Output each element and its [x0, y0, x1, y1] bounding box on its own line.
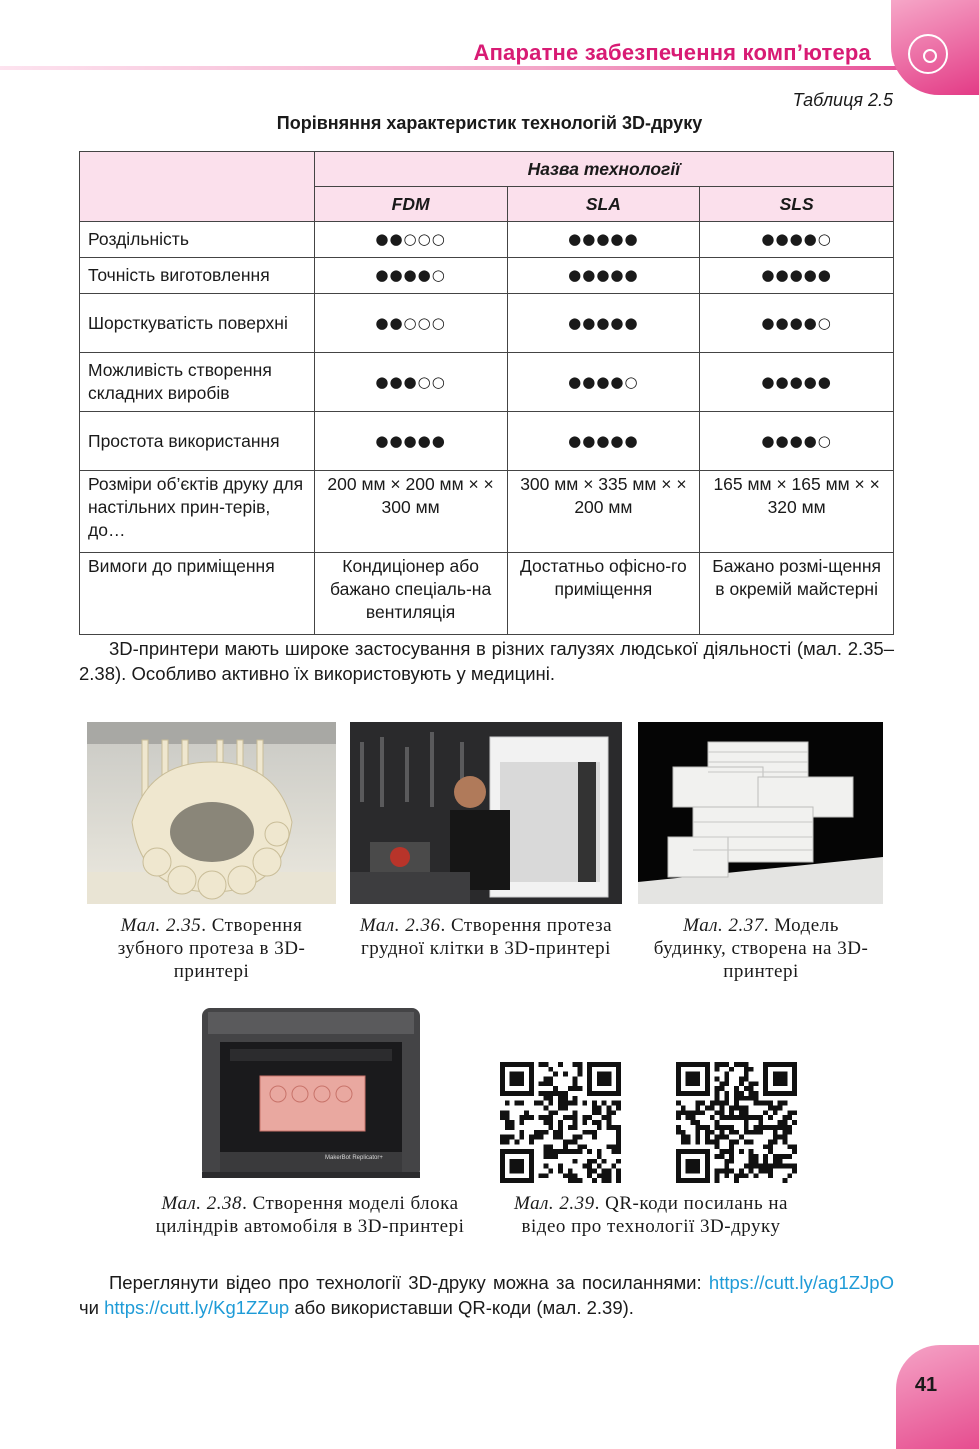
size-cell: 165 мм × 165 мм × × 320 мм: [700, 471, 894, 553]
figure-label: Мал. 2.35: [120, 915, 202, 936]
figure-label: Мал. 2.36: [359, 915, 441, 936]
table-corner-cell: [80, 152, 315, 222]
table-row: [80, 471, 894, 553]
video-links-paragraph: [79, 1270, 894, 1320]
table-title: Порівняння характеристик технологій 3D-друку: [276, 113, 703, 133]
rating-cell: ●●●●●: [507, 222, 700, 258]
rating-cell: ●●●●○: [700, 294, 894, 353]
row-label: Точність виготовлення: [80, 258, 315, 294]
column-header-fdm: FDM: [314, 187, 507, 222]
printer-brand-label: MakerBot Replicator+: [325, 1155, 383, 1161]
requirement-cell: Достатньо офісно-го приміщення: [507, 553, 700, 635]
rating-cell: ●●●●○: [507, 353, 700, 412]
rating-cell: ●●●●●: [314, 412, 507, 471]
video-link-1[interactable]: https://cutt.ly/ag1ZJpO: [708, 1272, 894, 1293]
table-row: [80, 353, 894, 412]
rating-cell: ●●●●●: [507, 258, 700, 294]
group-header: Назва технології: [314, 152, 893, 187]
page-tab: [896, 1345, 979, 1449]
requirement-cell: Кондиціонер або бажано спеціаль-на вентиляція: [314, 553, 507, 635]
links-intro-text: Переглянути відео про технології 3D-друку можна за посиланнями:: [109, 1272, 709, 1293]
figure-caption-2-38: [150, 1192, 470, 1238]
table-row: [80, 412, 894, 471]
column-header-sls: SLS: [700, 187, 894, 222]
figure-caption-2-37: [652, 914, 870, 983]
links-outro-text: або використавши QR-коди (мал. 2.39).: [289, 1297, 634, 1318]
qr-code-2[interactable]: [676, 1062, 797, 1183]
column-header-sla: SLA: [507, 187, 700, 222]
rating-cell: ●●●●○: [314, 258, 507, 294]
rating-cell: ●●●●○: [700, 222, 894, 258]
table-row: [80, 294, 894, 353]
figure-caption-2-35: [87, 914, 336, 983]
rating-cell: ●●●●○: [700, 412, 894, 471]
rating-cell: ●●○○○: [314, 294, 507, 353]
rating-cell: ●●○○○: [314, 222, 507, 258]
comparison-table: [79, 151, 894, 635]
building-model-photo: [638, 722, 883, 904]
chapter-title: Апаратне забезпечення комп’ютера: [473, 40, 871, 65]
figure-caption-2-39: [492, 1192, 810, 1238]
figure-label: Мал. 2.38: [161, 1193, 243, 1214]
row-label: Шорсткуватість поверхні: [80, 294, 315, 353]
figure-text: . Створення моделі блока циліндрів автомобіля в 3D-принтері: [155, 1193, 465, 1237]
rating-cell: ●●●●●: [700, 258, 894, 294]
page-number: 41: [914, 1374, 938, 1396]
disc-icon: [908, 34, 948, 74]
row-label: Розміри об’єктів друку для настільних прин-терів, до…: [80, 471, 315, 553]
figure-caption-2-36: [350, 914, 622, 960]
rating-cell: ●●●●●: [700, 353, 894, 412]
rating-cell: ●●●○○: [314, 353, 507, 412]
rating-cell: ●●●●●: [507, 412, 700, 471]
row-label: Простота використання: [80, 412, 315, 471]
printer-engine-block-photo: [190, 1004, 430, 1182]
table-caption: Таблиця 2.5: [792, 90, 893, 110]
figure-text: . Створення протеза грудної клітки в 3D-принтері: [361, 915, 613, 959]
table-row: [80, 553, 894, 635]
table-row: [80, 222, 894, 258]
size-cell: 200 мм × 200 мм × × 300 мм: [314, 471, 507, 553]
dental-prosthesis-photo: [87, 722, 336, 904]
chest-prosthesis-photo: [350, 722, 622, 904]
qr-code-1[interactable]: [500, 1062, 621, 1183]
row-label: Роздільність: [80, 222, 315, 258]
intro-paragraph: 3D-принтери мають широке застосування в різних галузях людської діяльності (мал. 2.35–2.38). Особливо активно їх використовують у медицині.: [79, 638, 894, 684]
figure-label: Мал. 2.39: [514, 1193, 595, 1214]
figure-text: . Створення зубного протеза в 3D-принтері: [117, 915, 306, 982]
row-label: Вимоги до приміщення: [80, 553, 315, 635]
row-label: Можливість створення складних виробів: [80, 353, 315, 412]
requirement-cell: Бажано розмі-щення в окремій майстерні: [700, 553, 894, 635]
video-link-2[interactable]: https://cutt.ly/Kg1ZZup: [104, 1297, 290, 1318]
table-row: [80, 258, 894, 294]
figure-text: . Модель будинку, створена на 3D-принтері: [653, 915, 869, 982]
size-cell: 300 мм × 335 мм × × 200 мм: [507, 471, 700, 553]
header-divider: [0, 66, 900, 70]
links-connector-text: чи: [79, 1297, 105, 1318]
rating-cell: ●●●●●: [507, 294, 700, 353]
figure-label: Мал. 2.37: [683, 915, 764, 936]
figure-text: . QR-коди посилань на відео про технології 3D-друку: [521, 1193, 788, 1237]
